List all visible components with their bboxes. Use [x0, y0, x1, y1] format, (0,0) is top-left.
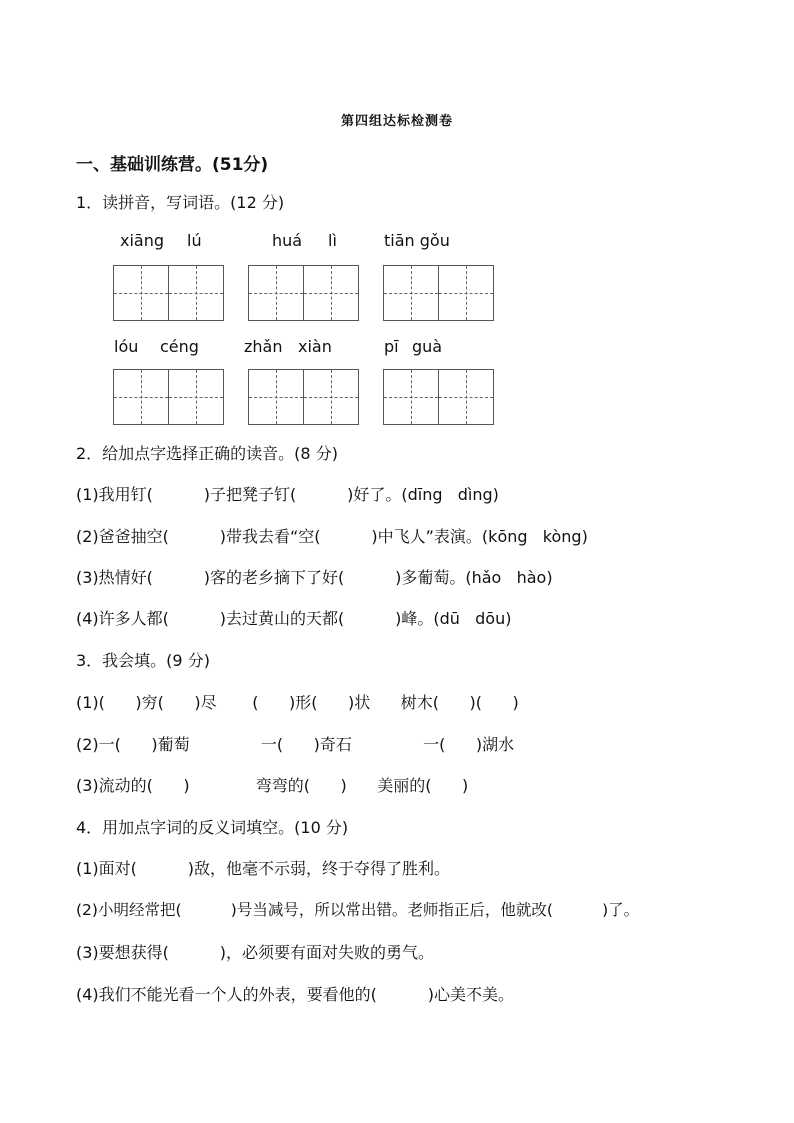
pinyin-4b: céng — [160, 337, 199, 356]
q3-item-1: (1)( )穷( )尽 ( )形( )状 树木( )( ) — [76, 693, 519, 712]
grid-cell[interactable] — [113, 265, 169, 321]
grid-cell[interactable] — [303, 369, 359, 425]
grid-cell[interactable] — [248, 369, 304, 425]
q4-item-2: (2)小明经常把( )号当减号，所以常出错。老师指正后，他就改( )了。 — [76, 901, 640, 919]
question-4-label: 4．用加点字词的反义词填空。(10 分) — [76, 818, 349, 837]
writing-grid-3[interactable] — [383, 265, 494, 321]
pinyin-2a: huá — [272, 231, 303, 250]
grid-cell[interactable] — [438, 265, 494, 321]
page-title: 第四组达标检测卷 — [340, 114, 453, 129]
grid-cell[interactable] — [383, 265, 439, 321]
grid-cell[interactable] — [438, 369, 494, 425]
pinyin-5a: zhǎn — [244, 337, 283, 356]
writing-grid-1[interactable] — [113, 265, 224, 321]
question-2-label: 2．给加点字选择正确的读音。(8 分) — [76, 444, 338, 463]
q2-item-3: (3)热情好( )客的老乡摘下了好( )多葡萄。(hǎo hào) — [76, 568, 553, 587]
grid-cell[interactable] — [168, 369, 224, 425]
q3-item-3: (3)流动的( ) 弯弯的( ) 美丽的( ) — [76, 776, 469, 795]
writing-grid-6[interactable] — [383, 369, 494, 425]
q4-item-1: (1)面对( )敌，他毫不示弱，终于夺得了胜利。 — [76, 859, 451, 878]
pinyin-1b: lú — [187, 231, 202, 250]
q4-item-4: (4)我们不能光看一个人的外表，要看他的( )心美不美。 — [76, 985, 515, 1004]
pinyin-5b: xiàn — [298, 337, 332, 356]
grid-cell[interactable] — [168, 265, 224, 321]
question-3-label: 3．我会填。(9 分) — [76, 651, 210, 670]
q2-item-4: (4)许多人都( )去过黄山的天都( )峰。(dū dōu) — [76, 609, 512, 628]
section-heading: 一、基础训练营。(51分) — [76, 155, 269, 175]
q3-item-2: (2)一( )葡萄 一( )奇石 一( )湖水 — [76, 735, 515, 754]
grid-cell[interactable] — [303, 265, 359, 321]
q2-item-2: (2)爸爸抽空( )带我去看“空( )中飞人”表演。(kōng kòng) — [76, 527, 588, 546]
grid-cell[interactable] — [383, 369, 439, 425]
question-1-label: 1．读拼音，写词语。(12 分) — [76, 193, 285, 212]
pinyin-6a: pī — [384, 337, 399, 356]
pinyin-3: tiān gǒu — [384, 231, 450, 250]
pinyin-1a: xiāng — [120, 231, 165, 250]
writing-grid-2[interactable] — [248, 265, 359, 321]
q2-item-1: (1)我用钉( )子把凳子钉( )好了。(dīng dìng) — [76, 485, 499, 504]
writing-grid-4[interactable] — [113, 369, 224, 425]
writing-grid-5[interactable] — [248, 369, 359, 425]
pinyin-6b: guà — [412, 337, 443, 356]
pinyin-2b: lì — [328, 231, 337, 250]
grid-cell[interactable] — [248, 265, 304, 321]
q4-item-3: (3)要想获得( )，必须要有面对失败的勇气。 — [76, 943, 435, 962]
grid-cell[interactable] — [113, 369, 169, 425]
pinyin-4a: lóu — [114, 337, 139, 356]
